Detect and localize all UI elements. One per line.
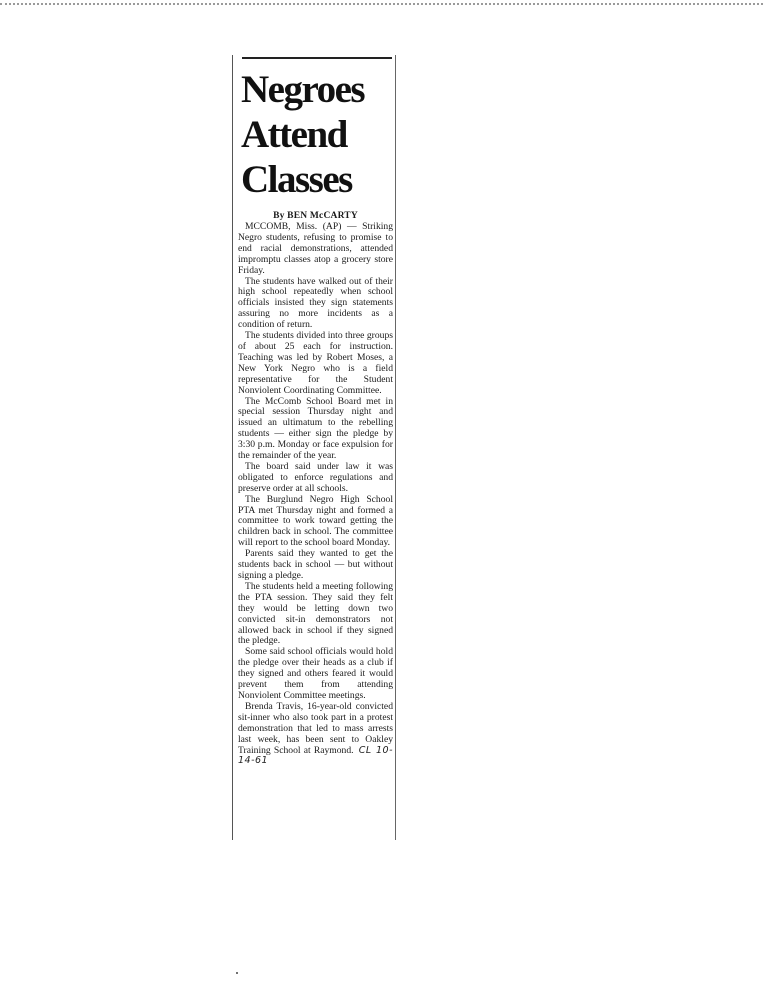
paragraph-6: The Burglund Negro High School PTA met Thursday night and formed a committee to work toward getting the children back in school. The committee will report to the school board Monday.	[238, 493, 393, 549]
page-top-dotted-border	[0, 3, 763, 5]
headline-line-1: Negroes	[241, 68, 365, 111]
headline-line-3: Classes	[241, 158, 352, 201]
paragraph-3: The students divided into three groups of about 25 each for instruction. Teaching was led by Robert Moses, a New York Negro who is a field representative for the Student Nonviolent Coordinating Committee.	[238, 330, 393, 396]
paragraph-1: MCCOMB, Miss. (AP) — Striking Negro students, refusing to promise to end racial demonstrations, attended impromptu classes atop a grocery store Friday.	[238, 221, 393, 276]
paragraph-5: The board said under law it was obligated to enforce regulations and preserve order at all schools.	[238, 460, 393, 494]
article-body	[238, 222, 393, 767]
headline	[241, 67, 393, 202]
paragraph-10	[238, 702, 393, 767]
headline-line-2: Attend	[241, 113, 347, 156]
paragraph-8: The students held a meeting following the PTA session. They said they felt they would be letting down two convicted sit-in demonstrators not allowed back in school if they signed the pledge.	[238, 580, 393, 647]
paragraph-9: Some said school officials would hold the pledge over their heads as a club if they signed and others feared it would prevent them from attending Nonviolent Committee meetings.	[238, 646, 393, 701]
handwritten-note: CL 10-14-61	[238, 744, 394, 767]
paragraph-10-text: Brenda Travis, 16-year-old convicted sit-inner who also took part in a protest demonstration that led to mass arrests last week, has been sent to Oakley Training School at Raymond.	[238, 700, 393, 756]
paragraph-2: The students have walked out of their high school repeatedly when school officials insisted they sign statements assuring no more incidents as a condition of return.	[238, 275, 393, 331]
scan-speck	[236, 972, 238, 974]
paragraph-4: The McComb School Board met in special session Thursday night and issued an ultimatum to the rebelling students — either sign the pledge by 3:30 p.m. Monday or face expulsion for the remainder of the year.	[238, 395, 393, 462]
top-rule	[242, 57, 392, 59]
paragraph-7: Parents said they wanted to get the students back in school — but without signing a pledge.	[238, 548, 393, 581]
byline: By BEN McCARTY	[273, 211, 358, 221]
newspaper-clipping	[232, 55, 396, 840]
